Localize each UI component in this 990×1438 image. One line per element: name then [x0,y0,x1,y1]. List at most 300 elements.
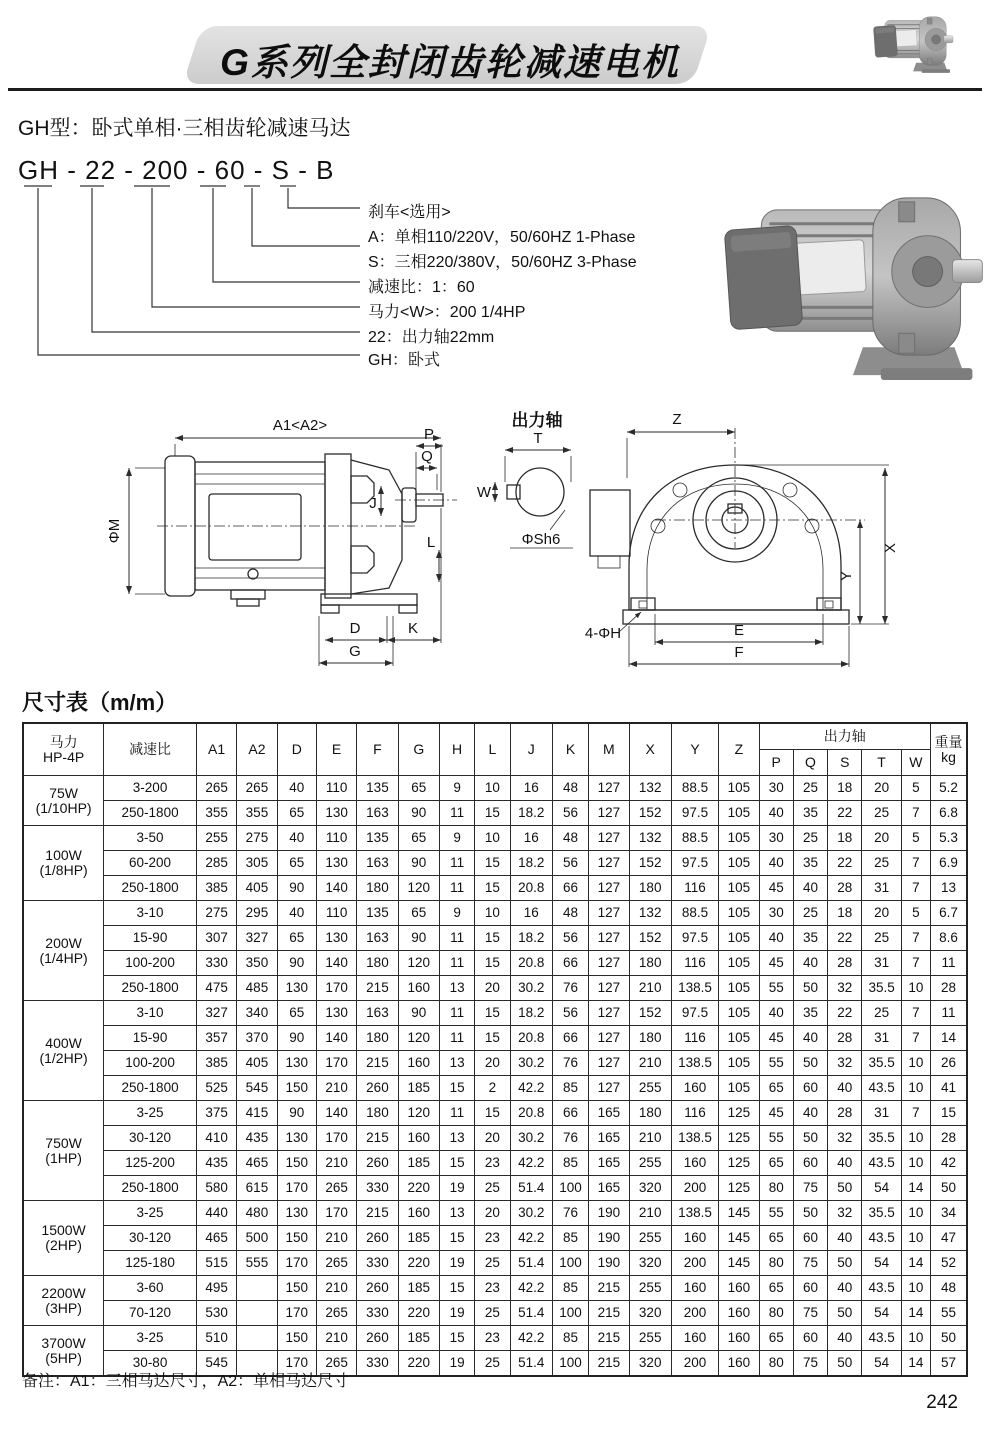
dim-value-cell: 35 [793,1001,827,1026]
dim-value-cell: 40 [277,776,316,801]
dim-value-cell: 116 [671,951,718,976]
col-header-f: F [357,723,398,776]
dim-value-cell: 265 [196,776,236,801]
dim-value-cell: 50 [931,1326,967,1351]
dim-value-cell: 150 [277,1151,316,1176]
table-row [23,876,967,901]
dim-value-cell: 105 [719,1076,759,1101]
dim-value-cell: 220 [398,1351,439,1377]
dim-value-cell: 170 [316,1201,356,1226]
dim-value-cell: 110 [316,826,356,851]
dim-value-cell: 90 [398,926,439,951]
dim-value-cell: 5 [901,901,930,926]
dim-value-cell: 90 [277,876,316,901]
dim-value-cell: 100 [552,1251,588,1276]
dim-value-cell: 40 [759,801,793,826]
dim-value-cell: 10 [901,1201,930,1226]
callout-mount: GH：卧式 [368,352,441,369]
dim-value-cell: 130 [316,801,356,826]
dimension-table [22,722,968,1377]
dim-value-cell: 20 [475,1126,510,1151]
dim-value-cell: 18.2 [510,851,552,876]
dim-value-cell: 22 [828,1001,862,1026]
dim-value-cell: 76 [552,1051,588,1076]
callout-phase-a: A：单相110/220V，50/60HZ 1-Phase [368,229,636,246]
dim-value-cell: 11 [439,1001,474,1026]
table-row [23,1101,967,1126]
table-title: 尺寸表（m/m） [22,690,178,715]
dim-value-cell: 28 [828,876,862,901]
dim-value-cell: 215 [589,1326,629,1351]
dim-value-cell: 105 [719,976,759,1001]
dim-value-cell: 120 [398,951,439,976]
dim-label-sh6: ΦSh6 [521,531,561,548]
dim-value-cell: 145 [719,1251,759,1276]
dim-value-cell: 410 [196,1126,236,1151]
dim-value-cell: 19 [439,1351,474,1377]
dim-value-cell: 13 [439,1051,474,1076]
dim-value-cell: 7 [901,926,930,951]
dim-value-cell: 160 [398,1126,439,1151]
dim-value-cell: 260 [357,1076,398,1101]
dim-value-cell: 160 [671,1226,718,1251]
table-row [23,926,967,951]
dim-value-cell: 97.5 [671,801,718,826]
dim-value-cell: 30.2 [510,1051,552,1076]
dim-value-cell: 60 [793,1226,827,1251]
dim-value-cell: 14 [901,1301,930,1326]
dim-value-cell: 275 [237,826,277,851]
dim-value-cell: 295 [237,901,277,926]
ratio-cell: 30-80 [104,1351,197,1377]
dim-value-cell: 320 [629,1351,671,1377]
ratio-cell: 100-200 [104,1051,197,1076]
dim-value-cell: 25 [475,1351,510,1377]
col-header-d: D [277,723,316,776]
dim-value-cell: 65 [759,1326,793,1351]
table-row [23,1001,967,1026]
dim-value-cell: 255 [629,1326,671,1351]
dim-value-cell: 357 [196,1026,236,1051]
dim-value-cell: 127 [589,851,629,876]
dim-value-cell: 127 [589,876,629,901]
dim-value-cell: 265 [316,1301,356,1326]
dim-value-cell: 11 [439,1026,474,1051]
col-header-x: X [629,723,671,776]
dim-value-cell: 15 [475,926,510,951]
dim-value-cell: 56 [552,851,588,876]
dim-value-cell: 15 [475,801,510,826]
dim-value-cell: 85 [552,1276,588,1301]
dim-value-cell: 14 [931,1026,967,1051]
dim-value-cell: 200 [671,1301,718,1326]
dim-value-cell: 210 [629,1126,671,1151]
dim-value-cell: 210 [316,1151,356,1176]
dim-value-cell: 75 [793,1351,827,1377]
dim-value-cell: 180 [357,951,398,976]
dim-value-cell: 11 [931,1001,967,1026]
col-header-q: Q [793,750,827,776]
ratio-cell: 3-200 [104,776,197,801]
dim-value-cell [237,1326,277,1351]
dim-value-cell: 180 [629,876,671,901]
dim-value-cell: 18.2 [510,926,552,951]
dim-value-cell: 340 [237,1001,277,1026]
col-header-j: J [510,723,552,776]
dim-value-cell: 10 [901,1326,930,1351]
col-header-k: K [552,723,588,776]
dim-value-cell: 55 [759,1201,793,1226]
dim-value-cell: 215 [357,1051,398,1076]
dim-value-cell: 14 [901,1251,930,1276]
dim-value-cell: 40 [759,1001,793,1026]
dim-value-cell: 140 [316,876,356,901]
dim-value-cell: 40 [828,1151,862,1176]
dim-value-cell: 7 [901,1026,930,1051]
dim-value-cell: 140 [316,1101,356,1126]
dim-value-cell: 75 [793,1251,827,1276]
dim-value-cell: 130 [277,1126,316,1151]
dim-value-cell: 165 [589,1101,629,1126]
ratio-cell: 3-10 [104,901,197,926]
dim-value-cell: 22 [828,851,862,876]
dim-value-cell: 210 [316,1326,356,1351]
dim-value-cell: 160 [719,1351,759,1377]
dim-value-cell: 90 [277,951,316,976]
dim-value-cell: 30 [759,826,793,851]
dim-value-cell: 20.8 [510,951,552,976]
dim-value-cell: 32 [828,1126,862,1151]
dim-value-cell: 100 [552,1301,588,1326]
dim-value-cell: 80 [759,1301,793,1326]
dim-value-cell: 11 [439,876,474,901]
dim-value-cell: 48 [931,1276,967,1301]
ratio-cell: 3-10 [104,1001,197,1026]
dim-value-cell: 10 [901,1076,930,1101]
dim-value-cell: 116 [671,1101,718,1126]
dim-value-cell: 50 [828,1251,862,1276]
dim-value-cell: 50 [793,1201,827,1226]
dim-value-cell: 97.5 [671,851,718,876]
dim-value-cell: 20 [475,976,510,1001]
table-row [23,951,967,976]
dim-value-cell: 116 [671,1026,718,1051]
dim-value-cell: 56 [552,1001,588,1026]
dim-value-cell: 6.9 [931,851,967,876]
shaft-detail-title: 出力轴 [511,411,563,430]
dim-value-cell: 97.5 [671,1001,718,1026]
ratio-cell: 3-25 [104,1101,197,1126]
dim-value-cell: 180 [629,951,671,976]
dim-value-cell: 138.5 [671,1126,718,1151]
dim-value-cell: 31 [862,1101,901,1126]
dim-value-cell: 43.5 [862,1276,901,1301]
dim-value-cell: 135 [357,776,398,801]
table-row [23,1276,967,1301]
dim-value-cell: 66 [552,1101,588,1126]
dim-value-cell: 105 [719,1001,759,1026]
table-row [23,1251,967,1276]
dim-value-cell: 170 [277,1176,316,1201]
dim-value-cell: 105 [719,951,759,976]
ratio-cell: 125-200 [104,1151,197,1176]
dim-value-cell: 320 [629,1251,671,1276]
dim-value-cell: 23 [475,1226,510,1251]
dim-value-cell: 138.5 [671,1201,718,1226]
table-row [23,1151,967,1176]
dim-value-cell: 190 [589,1201,629,1226]
dim-value-cell: 580 [196,1176,236,1201]
dim-value-cell: 32 [828,1201,862,1226]
dim-value-cell: 60 [793,1076,827,1101]
dim-value-cell: 185 [398,1151,439,1176]
dim-value-cell: 215 [357,976,398,1001]
dim-value-cell: 265 [316,1251,356,1276]
ratio-cell: 60-200 [104,851,197,876]
dim-value-cell: 105 [719,826,759,851]
dim-value-cell: 260 [357,1226,398,1251]
col-header-t: T [862,750,901,776]
dim-value-cell: 85 [552,1151,588,1176]
dim-value-cell: 65 [277,851,316,876]
dim-value-cell: 18 [828,776,862,801]
dim-value-cell: 220 [398,1176,439,1201]
dim-value-cell: 26 [931,1051,967,1076]
dim-value-cell: 140 [316,951,356,976]
dim-value-cell: 65 [759,1076,793,1101]
col-header-power: 马力 HP-4P [23,723,104,776]
dim-value-cell: 45 [759,1026,793,1051]
dim-value-cell: 90 [398,801,439,826]
dim-value-cell: 15 [475,1001,510,1026]
dim-value-cell: 50 [931,1176,967,1201]
dim-value-cell: 160 [719,1276,759,1301]
dim-value-cell: 127 [589,826,629,851]
dim-value-cell: 127 [589,976,629,1001]
dim-value-cell: 10 [475,776,510,801]
dim-value-cell: 45 [759,876,793,901]
dim-value-cell: 65 [398,776,439,801]
dim-value-cell: 25 [862,801,901,826]
dim-value-cell: 35 [793,926,827,951]
dim-value-cell: 307 [196,926,236,951]
table-row [23,1126,967,1151]
ratio-cell: 3-25 [104,1201,197,1226]
dim-value-cell: 140 [316,1026,356,1051]
col-header-h: H [439,723,474,776]
dim-value-cell: 10 [475,901,510,926]
front-view [585,411,899,667]
dim-value-cell: 10 [901,1226,930,1251]
dim-label-y: Y [838,570,855,582]
dim-value-cell: 15 [439,1326,474,1351]
dim-value-cell: 150 [277,1076,316,1101]
table-header-row-1 [23,723,967,750]
dim-value-cell: 50 [828,1351,862,1377]
dim-value-cell: 185 [398,1276,439,1301]
dim-value-cell: 40 [759,851,793,876]
dim-value-cell: 50 [828,1301,862,1326]
dim-value-cell: 28 [828,951,862,976]
dim-value-cell: 9 [439,826,474,851]
dim-value-cell: 275 [196,901,236,926]
dim-value-cell: 200 [671,1351,718,1377]
dim-value-cell: 19 [439,1251,474,1276]
table-row [23,1326,967,1351]
dim-value-cell: 19 [439,1301,474,1326]
dim-value-cell: 65 [759,1151,793,1176]
ratio-cell: 15-90 [104,926,197,951]
dim-value-cell: 545 [196,1351,236,1377]
dim-value-cell: 265 [237,776,277,801]
dim-value-cell: 160 [398,1201,439,1226]
dim-value-cell: 185 [398,1226,439,1251]
dim-value-cell: 65 [398,826,439,851]
dim-value-cell: 25 [793,776,827,801]
dim-value-cell: 80 [759,1251,793,1276]
dim-value-cell: 170 [277,1351,316,1377]
dim-value-cell: 65 [398,901,439,926]
dim-value-cell: 50 [793,1051,827,1076]
dim-value-cell: 42 [931,1151,967,1176]
dim-value-cell: 25 [793,901,827,926]
dim-value-cell: 480 [237,1201,277,1226]
motor-photo-large [702,176,984,390]
dim-value-cell: 125 [719,1101,759,1126]
dim-value-cell: 40 [793,1026,827,1051]
dim-value-cell: 160 [719,1326,759,1351]
dim-value-cell: 10 [901,1151,930,1176]
dim-value-cell: 465 [237,1151,277,1176]
dim-label-g: G [349,643,361,660]
dim-value-cell: 14 [901,1176,930,1201]
power-rating-cell: 75W (1/10HP) [23,776,104,826]
dim-value-cell: 327 [196,1001,236,1026]
table-row [23,1051,967,1076]
table-row [23,1226,967,1251]
col-header-l: L [475,723,510,776]
dim-value-cell: 125 [719,1176,759,1201]
col-header-a2: A2 [237,723,277,776]
dim-value-cell: 515 [196,1251,236,1276]
power-rating-cell: 1500W (2HP) [23,1201,104,1276]
dimension-drawing [95,398,905,690]
dim-value-cell: 152 [629,851,671,876]
callout-power: 马力<W>：200 1/4HP [368,304,526,321]
dim-value-cell: 35 [793,801,827,826]
dim-value-cell: 23 [475,1276,510,1301]
dim-value-cell: 22 [828,926,862,951]
dim-value-cell: 23 [475,1326,510,1351]
dim-value-cell: 110 [316,901,356,926]
dim-label-j: J [369,495,377,512]
dim-value-cell: 25 [862,851,901,876]
dim-value-cell: 13 [931,876,967,901]
dim-value-cell: 500 [237,1226,277,1251]
dim-value-cell: 65 [277,801,316,826]
dim-value-cell: 180 [357,876,398,901]
series-subtitle: GH型：卧式单相·三相齿轮减速马达 [18,117,351,140]
dim-value-cell: 160 [398,976,439,1001]
dim-value-cell: 6.8 [931,801,967,826]
dim-value-cell: 127 [589,951,629,976]
dim-value-cell: 54 [862,1301,901,1326]
dim-value-cell: 43.5 [862,1326,901,1351]
dim-value-cell: 105 [719,876,759,901]
dim-value-cell: 31 [862,1026,901,1051]
dim-value-cell: 10 [901,1051,930,1076]
dim-value-cell: 40 [793,951,827,976]
dim-value-cell: 11 [439,1101,474,1126]
dim-value-cell: 80 [759,1351,793,1377]
dim-value-cell: 125 [719,1126,759,1151]
dim-value-cell: 42.2 [510,1076,552,1101]
model-callout-lines [0,182,700,372]
dim-value-cell: 15 [931,1101,967,1126]
dim-value-cell: 30 [759,776,793,801]
dim-label-x: X [882,542,899,554]
dim-value-cell: 127 [589,801,629,826]
dim-value-cell: 350 [237,951,277,976]
dim-value-cell: 25 [862,926,901,951]
dim-value-cell: 15 [475,1026,510,1051]
dim-value-cell: 530 [196,1301,236,1326]
dim-value-cell: 135 [357,901,398,926]
dim-value-cell: 132 [629,826,671,851]
dim-value-cell: 30.2 [510,1201,552,1226]
dim-value-cell: 255 [629,1226,671,1251]
dim-value-cell: 385 [196,876,236,901]
dim-value-cell: 47 [931,1226,967,1251]
dim-value-cell: 20 [862,776,901,801]
dim-value-cell: 20.8 [510,876,552,901]
dim-value-cell: 43.5 [862,1151,901,1176]
dim-value-cell: 5 [901,776,930,801]
dim-value-cell: 355 [237,801,277,826]
dim-value-cell: 385 [196,1051,236,1076]
callout-brake: 刹车<选用> [368,204,451,221]
dim-value-cell: 5.2 [931,776,967,801]
dim-value-cell: 85 [552,1326,588,1351]
dim-value-cell: 5.3 [931,826,967,851]
dim-value-cell: 105 [719,1051,759,1076]
dim-value-cell: 28 [931,1126,967,1151]
dim-value-cell: 330 [357,1176,398,1201]
dim-value-cell: 138.5 [671,976,718,1001]
dim-value-cell: 55 [759,1051,793,1076]
dim-value-cell: 210 [629,1051,671,1076]
dim-value-cell: 120 [398,876,439,901]
ratio-cell: 30-120 [104,1226,197,1251]
dim-value-cell: 180 [629,1026,671,1051]
dim-value-cell: 35 [793,851,827,876]
dim-value-cell: 41 [931,1076,967,1101]
dim-value-cell: 85 [552,1226,588,1251]
dim-value-cell: 130 [277,1051,316,1076]
table-row [23,851,967,876]
table-row [23,1301,967,1326]
callout-phase-s: S：三相220/380V，50/60HZ 3-Phase [368,254,637,271]
header-divider [8,88,982,91]
dim-value-cell: 18 [828,826,862,851]
dim-value-cell: 152 [629,801,671,826]
dim-value-cell: 180 [357,1101,398,1126]
ratio-cell: 250-1800 [104,976,197,1001]
dim-value-cell: 80 [759,1176,793,1201]
power-rating-cell: 200W (1/4HP) [23,901,104,1001]
dim-value-cell: 615 [237,1176,277,1201]
dim-value-cell: 88.5 [671,826,718,851]
